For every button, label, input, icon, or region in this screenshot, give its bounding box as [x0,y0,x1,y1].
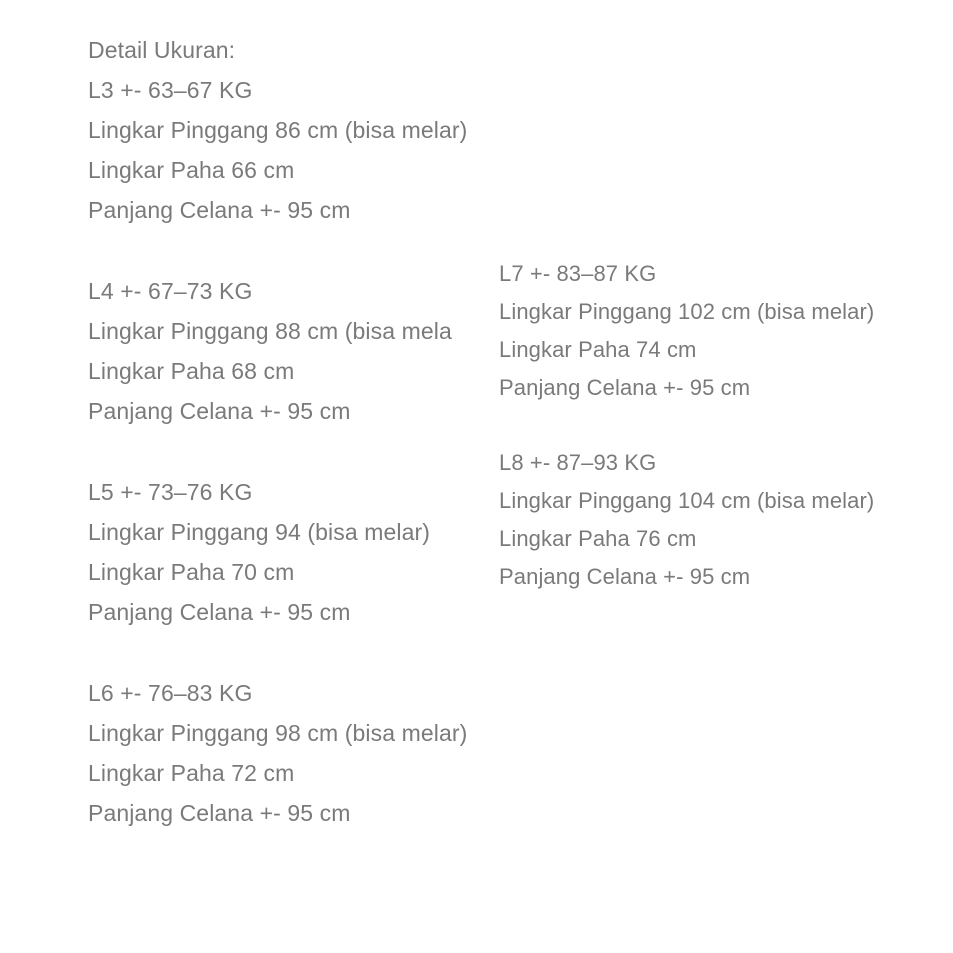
thigh-l3: Lingkar Paha 66 cm [88,157,295,183]
thigh-l4: Lingkar Paha 68 cm [88,358,295,384]
length-l3: Panjang Celana +- 95 cm [88,197,351,223]
size-label-l8: L8 +- 87–93 KG [499,450,657,475]
thigh-l8: Lingkar Paha 76 cm [499,526,697,551]
size-label-l4: L4 +- 67–73 KG [88,278,253,304]
length-l6: Panjang Celana +- 95 cm [88,800,351,826]
size-label-l5: L5 +- 73–76 KG [88,479,253,505]
size-detail-heading: Detail Ukuran: [88,37,236,63]
size-label-l6: L6 +- 76–83 KG [88,680,253,706]
size-label-l7: L7 +- 83–87 KG [499,261,657,286]
length-l5: Panjang Celana +- 95 cm [88,599,351,625]
thigh-l5: Lingkar Paha 70 cm [88,559,295,585]
waist-l3: Lingkar Pinggang 86 cm (bisa melar) [88,117,468,143]
waist-l6: Lingkar Pinggang 98 cm (bisa melar) [88,720,468,746]
thigh-l6: Lingkar Paha 72 cm [88,760,295,786]
length-l7: Panjang Celana +- 95 cm [499,375,751,400]
length-l4: Panjang Celana +- 95 cm [88,398,351,424]
waist-l5: Lingkar Pinggang 94 (bisa melar) [88,519,431,545]
size-label-l3: L3 +- 63–67 KG [88,77,253,103]
thigh-l7: Lingkar Paha 74 cm [499,337,697,362]
waist-l8: Lingkar Pinggang 104 cm (bisa melar) [499,488,875,513]
waist-l4: Lingkar Pinggang 88 cm (bisa mela [88,318,452,344]
length-l8: Panjang Celana +- 95 cm [499,564,751,589]
waist-l7: Lingkar Pinggang 102 cm (bisa melar) [499,299,875,324]
